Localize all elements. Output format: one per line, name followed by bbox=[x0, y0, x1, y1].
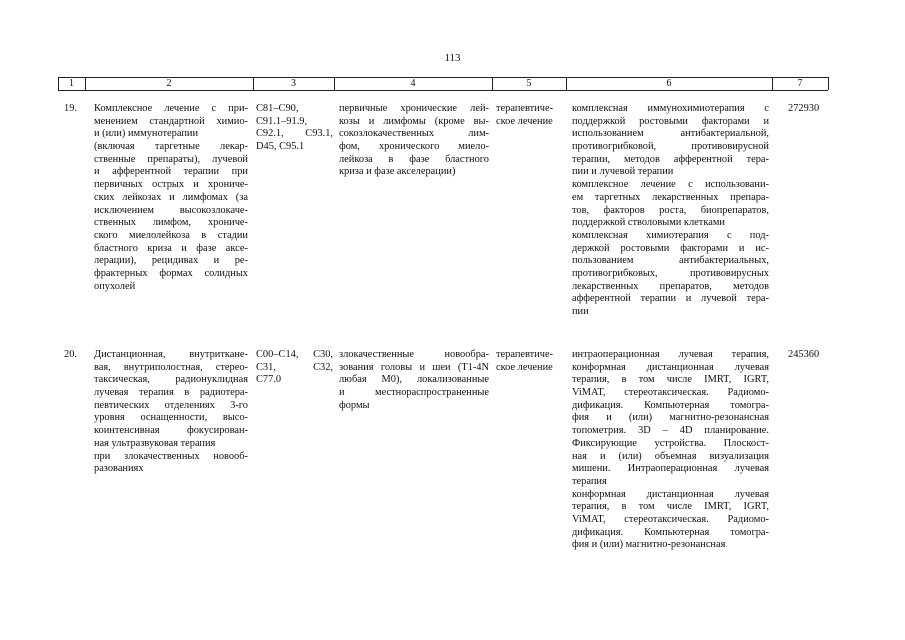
cell-line: фия и (или) магнитно-резонансная bbox=[572, 412, 769, 424]
cell-line: конформная дистанционная лучевая bbox=[572, 488, 769, 500]
cell-line: Дистанционная, внутриткане- bbox=[94, 349, 248, 360]
cell-line: первичных острых и хрониче- bbox=[94, 179, 248, 191]
cell-line: ем таргетных лекарственных препара- bbox=[572, 191, 769, 203]
cell-line: уровня оснащенности, высо- bbox=[94, 412, 248, 424]
cell-line: таксическая, радионуклидная bbox=[94, 374, 248, 386]
norm-cost: 245360 bbox=[788, 349, 820, 360]
header-col-7: 7 bbox=[797, 78, 803, 89]
cell-line: C81–C90, bbox=[256, 103, 299, 114]
cell-line: комплексное лечение с использовани- bbox=[572, 179, 769, 191]
cell-line: тов, факторов роста, биопрепаратов, bbox=[572, 204, 769, 216]
cell-line: фом, хронического миело- bbox=[339, 141, 489, 153]
cell-line: исключением высокозлокаче- bbox=[94, 204, 248, 216]
cell-line: первичные хронические лей- bbox=[339, 103, 489, 114]
header-col-6: 6 bbox=[666, 78, 672, 89]
cell-line: и (или) иммунотерапии bbox=[94, 128, 199, 140]
cell-line: пии и лучевой терапии bbox=[572, 166, 674, 178]
cell-line: терапия, в том числе IMRT, IGRT, bbox=[572, 501, 769, 513]
procedure-name bbox=[94, 103, 248, 293]
cell-line: злокачественные новообра- bbox=[339, 349, 489, 360]
cell-line: певтических отделениях 3-го bbox=[94, 399, 248, 411]
header-border-right bbox=[828, 77, 829, 90]
cell-line: криза и фазе акселерации) bbox=[339, 166, 456, 178]
cell-line: ственных лимфом, хрониче- bbox=[94, 217, 248, 229]
cell-line: конформная дистанционная лучевая bbox=[572, 361, 769, 373]
cell-line: формы bbox=[339, 399, 370, 411]
header-col-2: 2 bbox=[166, 78, 172, 89]
cell-line: комплексная химиотерапия с под- bbox=[572, 229, 769, 241]
procedure-name bbox=[94, 349, 248, 476]
cell-line: зования головы и шеи (T1-4N bbox=[339, 361, 489, 373]
cell-line: сокозлокачественных лим- bbox=[339, 128, 489, 140]
cell-line: ское лечение bbox=[496, 361, 553, 373]
norm-cost: 272930 bbox=[788, 103, 820, 114]
icd-codes bbox=[256, 349, 333, 387]
cell-line: разованиях bbox=[94, 463, 144, 475]
cell-line: лейкоза в фазе бластного bbox=[339, 153, 489, 165]
cell-line: держкой ростовыми факторами и ис- bbox=[572, 242, 769, 254]
cell-line: ViMAT, стереотаксическая. Радиомо- bbox=[572, 513, 769, 525]
cell-line: ViMAT, стереотаксическая. Радиомо- bbox=[572, 387, 769, 399]
cell-line: ная и (или) объемная визуализация bbox=[572, 450, 769, 462]
cell-line: менением стандартной химио- bbox=[94, 115, 248, 127]
cell-line: поддержкой ростовыми факторами и bbox=[572, 115, 769, 127]
cell-line: ная ультразвуковая терапия bbox=[94, 437, 216, 449]
cell-line: интраоперационная лучевая терапия, bbox=[572, 349, 769, 360]
cell-line: противогрибковой, противовирусной bbox=[572, 141, 769, 153]
cell-line: C92.1, C93.1, bbox=[256, 128, 333, 140]
header-col-1: 1 bbox=[69, 78, 74, 89]
cell-line: Фиксирующие устройства. Плоскост- bbox=[572, 437, 769, 449]
cell-line: C77.0 bbox=[256, 374, 282, 386]
cell-line: дификация. Компьютерная томогра- bbox=[572, 399, 769, 411]
cell-line: ского миелолейкоза в стадии bbox=[94, 229, 248, 241]
cell-line: при злокачественных новооб- bbox=[94, 450, 248, 462]
treatment-type bbox=[496, 103, 562, 128]
cell-line: ское лечение bbox=[496, 115, 553, 127]
cell-line: пользованием антибактериальных, bbox=[572, 255, 769, 267]
treatment-method bbox=[572, 349, 769, 552]
cell-line: ских лейкозах и лимфомах (за bbox=[94, 191, 248, 203]
cell-line: афферентной терапии и лучевой тера- bbox=[572, 293, 769, 305]
cell-line: C91.1–91.9, bbox=[256, 115, 308, 127]
cell-line: лекарственных препаратов, методов bbox=[572, 280, 769, 292]
page-number: 113 bbox=[444, 52, 461, 64]
cell-line: мишени. Интраоперационная лучевая bbox=[572, 463, 769, 475]
cell-line: противогрибковых, противовирусных bbox=[572, 267, 769, 279]
cell-line: терапия, в том числе IMRT, IGRT, bbox=[572, 374, 769, 386]
header-col-4: 4 bbox=[410, 78, 416, 89]
cell-line: опухолей bbox=[94, 280, 136, 292]
cell-line: терапия bbox=[572, 475, 607, 487]
cell-line: C31, C32, bbox=[256, 361, 333, 373]
cell-line: топометрия. 3D – 4D планирование. bbox=[572, 425, 769, 437]
cell-line: фия и (или) магнитно-резонансная bbox=[572, 539, 726, 551]
cell-line: D45, C95.1 bbox=[256, 141, 305, 153]
treatment-method bbox=[572, 103, 769, 319]
treatment-type bbox=[496, 349, 562, 374]
cell-line: и местнораспространенные bbox=[339, 387, 489, 399]
cell-line: терапевтиче- bbox=[496, 349, 554, 360]
cell-line: пии bbox=[572, 306, 589, 317]
cell-line: фрактерных формах солидных bbox=[94, 267, 248, 279]
cell-line: и афферентной терапии при bbox=[94, 166, 248, 178]
cell-line: комплексная иммунохимиотерапия с bbox=[572, 103, 769, 114]
cell-line: вая, внутриполостная, стерео- bbox=[94, 361, 248, 373]
patient-model bbox=[339, 103, 489, 179]
patient-model bbox=[339, 349, 489, 412]
row-number: 20. bbox=[64, 349, 77, 360]
cell-line: козы и лимфомы (кроме вы- bbox=[339, 115, 489, 127]
cell-line: терапевтиче- bbox=[496, 103, 554, 114]
header-bottom-rule bbox=[58, 90, 828, 91]
cell-line: (включая таргетные лекар- bbox=[94, 141, 248, 153]
cell-line: бластного криза и фазе аксе- bbox=[94, 242, 248, 254]
header-col-3: 3 bbox=[291, 78, 296, 89]
icd-codes bbox=[256, 103, 333, 154]
header-col-5: 5 bbox=[526, 78, 532, 89]
cell-line: дификация. Компьютерная томогра- bbox=[572, 526, 769, 538]
cell-line: лучевая терапия в радиотера- bbox=[94, 387, 248, 399]
cell-line: использованием антибактериальной, bbox=[572, 128, 769, 140]
cell-line: коинтенсивная фокусирован- bbox=[94, 425, 248, 437]
cell-line: C00–C14, C30, bbox=[256, 349, 333, 360]
cell-line: терапии, методов афферентной тера- bbox=[572, 153, 769, 165]
cell-line: любая M0), локализованные bbox=[339, 374, 489, 386]
cell-line: ственные препараты), лучевой bbox=[94, 153, 248, 165]
cell-line: лерации), рецидивах и ре- bbox=[94, 255, 248, 267]
row-number: 19. bbox=[64, 103, 77, 114]
cell-line: Комплексное лечение с при- bbox=[94, 103, 248, 114]
cell-line: поддержкой стволовыми клетками bbox=[572, 217, 725, 229]
